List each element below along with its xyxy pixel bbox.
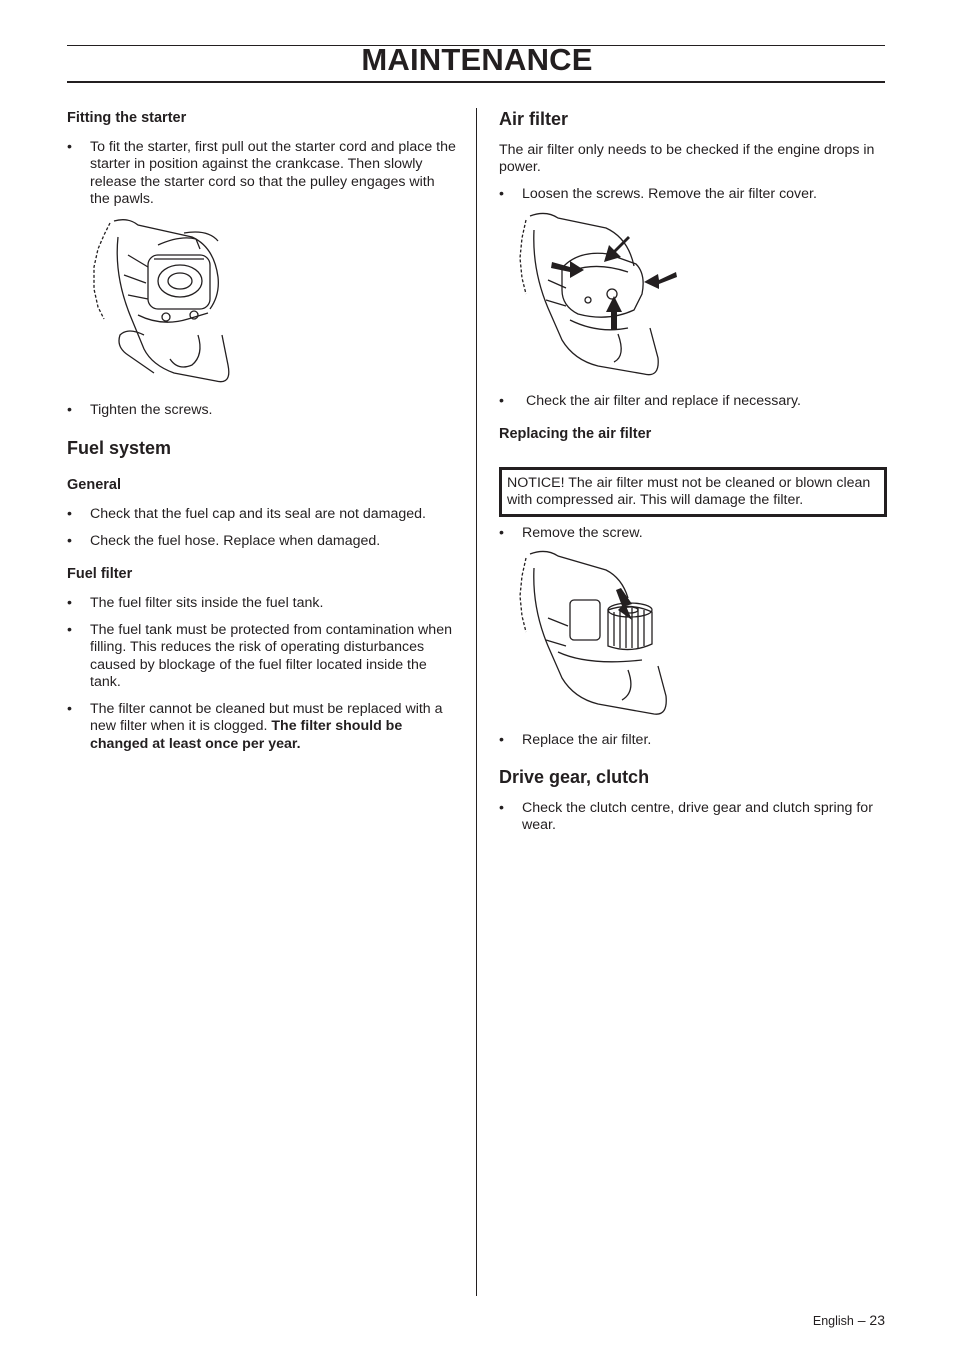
fitting-starter-heading: Fitting the starter bbox=[67, 110, 187, 126]
bullet-dot: • bbox=[67, 701, 72, 717]
bullet-text: Check the fuel hose. Replace when damaged. bbox=[90, 533, 381, 549]
page-number: – 23 bbox=[857, 1312, 885, 1328]
tighten-screws-bullet bbox=[67, 402, 467, 420]
fuel-filter-bullet-3 bbox=[67, 701, 467, 754]
bullet-text: The fuel filter sits inside the fuel tank. bbox=[90, 595, 324, 611]
drive-gear-bullet bbox=[499, 800, 889, 836]
notice-text bbox=[507, 475, 882, 510]
bullet-text: Loosen the screws. Remove the air filter cover. bbox=[522, 186, 817, 202]
air-filter-element-illustration bbox=[518, 548, 683, 723]
bullet-text: Replace the air filter. bbox=[522, 732, 652, 748]
text-line: caused by blockage of the fuel filter located inside the bbox=[90, 656, 427, 673]
header-bottom-rule bbox=[67, 81, 885, 83]
text-line: The air filter only needs to be checked if the engine drops in bbox=[499, 142, 875, 158]
general-bullet-2 bbox=[67, 533, 467, 551]
remove-screw-bullet bbox=[499, 525, 889, 543]
text-line: NOTICE! The air filter must not be cleaned or blown clean bbox=[507, 475, 871, 491]
replace-air-filter-bullet bbox=[499, 732, 889, 750]
bullet-text: Check that the fuel cap and its seal are not damaged. bbox=[90, 506, 426, 522]
replacing-air-filter-heading: Replacing the air filter bbox=[499, 426, 652, 442]
air-filter-intro bbox=[499, 142, 889, 177]
air-filter-cover-illustration bbox=[518, 210, 683, 385]
starter-illustration bbox=[88, 215, 238, 395]
bullet-dot: • bbox=[499, 525, 504, 541]
bullet-dot: • bbox=[67, 595, 72, 611]
text-line: release the starter cord so that the pulley engages with bbox=[90, 173, 435, 190]
text-line: with compressed air. This will damage the filter. bbox=[507, 492, 804, 509]
drive-gear-heading: Drive gear, clutch bbox=[499, 767, 650, 787]
text-line: tank. bbox=[90, 674, 121, 691]
bullet-dot: • bbox=[67, 402, 72, 418]
page-title: MAINTENANCE bbox=[361, 42, 593, 77]
fuel-filter-bullet-2 bbox=[67, 622, 467, 692]
bullet-dot: • bbox=[499, 186, 504, 202]
text-line: filling. This reduces the risk of operating disturbances bbox=[90, 639, 425, 656]
bullet-dot: • bbox=[499, 800, 504, 816]
text-line: The fuel tank must be protected from contamination when bbox=[90, 622, 452, 638]
bullet-dot: • bbox=[67, 506, 72, 522]
text-line: wear. bbox=[522, 817, 556, 834]
text-line: The filter cannot be cleaned but must be replaced with a bbox=[90, 701, 443, 717]
footer-language: English bbox=[812, 1314, 854, 1328]
general-bullet-1 bbox=[67, 506, 467, 524]
text-line: power. bbox=[499, 159, 541, 176]
bullet-dot: • bbox=[67, 533, 72, 549]
bullet-dot: • bbox=[67, 622, 72, 638]
text-line: the pawls. bbox=[90, 191, 154, 208]
general-heading: General bbox=[67, 477, 121, 493]
page-footer bbox=[813, 1312, 885, 1328]
bullet-dot: • bbox=[67, 139, 72, 155]
bullet-dot: • bbox=[499, 393, 504, 409]
fuel-system-heading: Fuel system bbox=[67, 438, 172, 458]
bold-text: The filter should be bbox=[271, 718, 403, 735]
bullet-dot: • bbox=[499, 732, 504, 748]
fuel-filter-heading: Fuel filter bbox=[67, 566, 133, 582]
air-filter-heading: Air filter bbox=[499, 109, 569, 129]
fitting-starter-bullet bbox=[67, 139, 467, 209]
bullet-text: Remove the screw. bbox=[522, 525, 643, 541]
bullet-text: Tighten the screws. bbox=[90, 402, 213, 418]
air-filter-bullet-1 bbox=[499, 186, 889, 204]
text-line: Check the clutch centre, drive gear and clutch spring for bbox=[522, 800, 873, 816]
bullet-text: Check the air filter and replace if necessary. bbox=[526, 393, 801, 409]
text-line: starter in position against the crankcase. Then slowly bbox=[90, 156, 423, 173]
text-line: new filter when it is clogged. bbox=[90, 718, 272, 735]
bold-text: changed at least once per year. bbox=[90, 735, 301, 752]
fuel-filter-bullet-1 bbox=[67, 595, 467, 613]
column-divider bbox=[476, 108, 477, 1296]
text-line: To fit the starter, first pull out the starter cord and place the bbox=[90, 139, 456, 155]
notice-box bbox=[499, 467, 887, 517]
air-filter-bullet-2 bbox=[499, 393, 889, 411]
